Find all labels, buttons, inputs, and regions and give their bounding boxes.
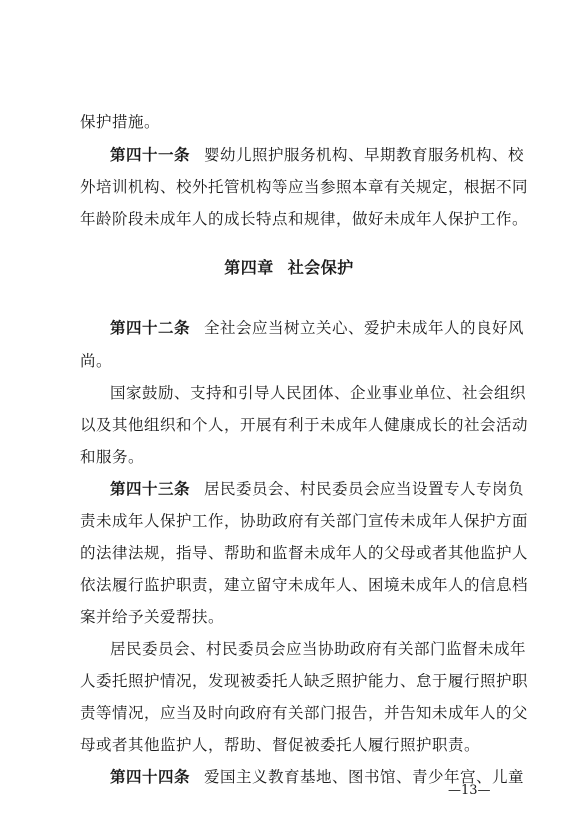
text-fragment: 爱国主义教育基地、图书馆、青少年宫、儿童 (204, 768, 525, 786)
text-fragment: 居民委员会、村民委员会应当设置专人专岗负 (204, 480, 525, 498)
article-heading: 第四十四条 (110, 768, 191, 786)
article-heading: 第四十一条 (110, 146, 191, 164)
text-line: 责等情况，应当及时向政府有关部门报告，并告知未成年人的父 (80, 704, 529, 722)
article-paragraph-start (110, 145, 525, 165)
text-fragment: 全社会应当树立关心、爱护未成年人的良好风 (204, 319, 525, 337)
chapter-number: 第四章 (224, 258, 274, 277)
text-line: 的法律法规，指导、帮助和监督未成年人的父母或者其他监护人 (80, 544, 529, 562)
text-line: 国家鼓励、支持和引导人民团体、企业事业单位、社会组织 (110, 384, 527, 402)
text-line: 和服务。 (80, 448, 145, 466)
article-paragraph-start (110, 479, 525, 499)
text-line: 年龄阶段未成年人的成长特点和规律，做好未成年人保护工作。 (80, 210, 529, 228)
text-line: 责未成年人保护工作，协助政府有关部门宣传未成年人保护方面 (80, 512, 529, 530)
article-heading: 第四十三条 (110, 480, 191, 498)
text-line: 保护措施。 (80, 113, 161, 131)
text-line: 母或者其他监护人，帮助、督促被委托人履行照护职责。 (80, 736, 481, 754)
text-line: 以及其他组织和个人，开展有利于未成年人健康成长的社会活动 (80, 416, 529, 434)
text-line: 外培训机构、校外托管机构等应当参照本章有关规定，根据不同 (80, 178, 529, 196)
chapter-title: 社会保护 (287, 258, 354, 277)
article-paragraph-start (110, 767, 525, 787)
article-paragraph-start (110, 318, 525, 338)
text-line: 居民委员会、村民委员会应当协助政府有关部门监督未成年 (110, 640, 527, 658)
text-line: 尚。 (80, 352, 113, 370)
text-line: 依法履行监护职责，建立留守未成年人、困境未成年人的信息档 (80, 576, 529, 594)
text-fragment: 婴幼儿照护服务机构、早期教育服务机构、校 (204, 146, 525, 164)
chapter-heading (0, 258, 578, 278)
page-number: —13— (448, 783, 491, 798)
text-line: 人委托照护情况，发现被委托人缺乏照护能力、怠于履行照护职 (80, 672, 529, 690)
text-line: 案并给予关爱帮扶。 (80, 608, 225, 626)
article-heading: 第四十二条 (110, 319, 191, 337)
